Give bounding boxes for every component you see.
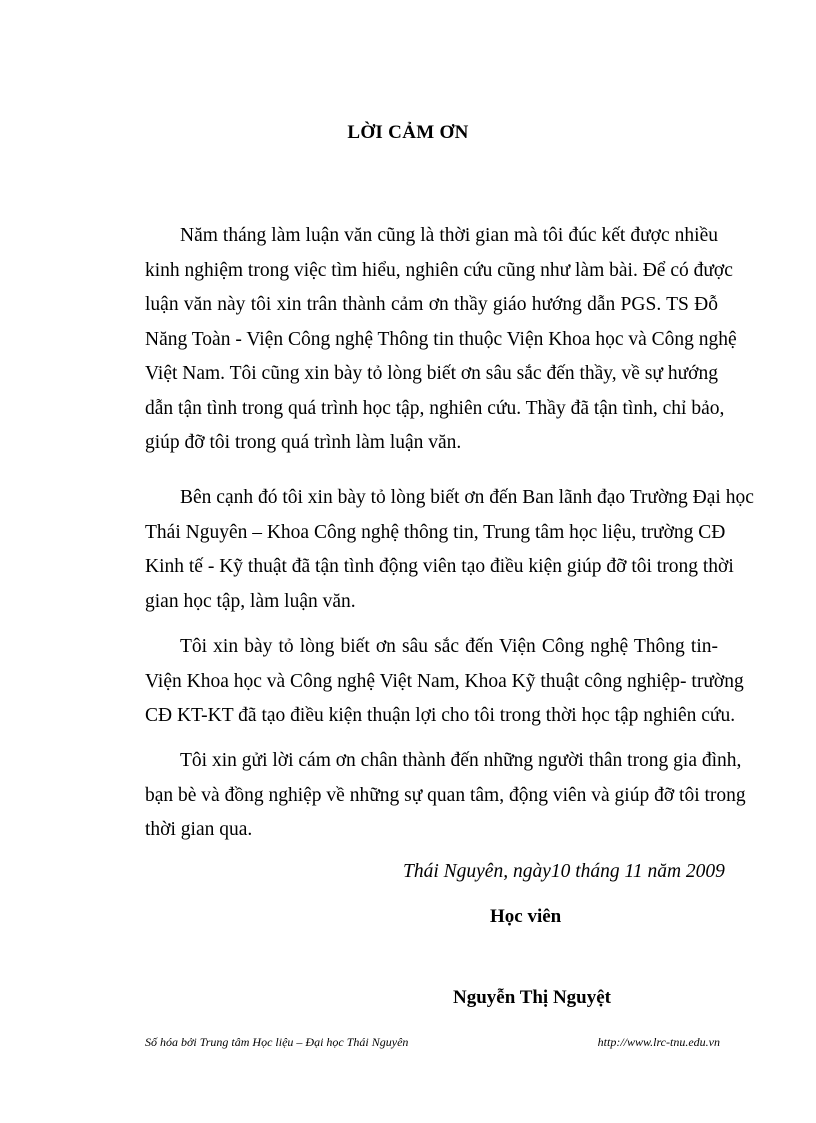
paragraph-line: Tôi xin gửi lời cám ơn chân thành đến những người thân trong gia đình, [180,750,742,771]
signature-role: Học viên [490,906,562,927]
paragraph-2 [145,481,754,619]
paragraph-line: Việt Nam. Tôi cũng xin bày tỏ lòng biết ơn sâu sắc đến thầy, về sự hướng [145,363,718,384]
paragraph-line: luận văn này tôi xin trân thành cảm ơn thầy giáo hướng dẫn PGS. TS Đỗ [145,294,718,315]
footer-url: http://www.lrc-tnu.edu.vn [597,1035,720,1049]
paragraph-line: Viện Khoa học và Công nghệ Việt Nam, Khoa Kỹ thuật công nghiệp- trường [145,670,744,692]
signature-date: Thái Nguyên, ngày10 tháng 11 năm 2009 [403,861,725,882]
paragraph-line: Năm tháng làm luận văn cũng là thời gian mà tôi đúc kết được nhiều [180,225,718,246]
paragraph-line: CĐ KT-KT đã tạo điều kiện thuận lợi cho tôi trong thời học tập nghiên cứu. [145,705,736,726]
paragraph-1 [145,219,737,461]
paragraph-line: Kinh tế - Kỹ thuật đã tận tình động viên tạo điều kiện giúp đỡ tôi trong thời [145,556,734,577]
paragraph-line: gian học tập, làm luận văn. [145,590,356,612]
paragraph-3 [145,630,744,734]
paragraph-4 [145,744,746,848]
paragraph-line: Thái Nguyên – Khoa Công nghệ thông tin, Trung tâm học liệu, trường CĐ [145,521,726,543]
paragraph-line: kinh nghiệm trong việc tìm hiểu, nghiên cứu cũng như làm bài. Để có được [145,259,733,281]
paragraph-line: giúp đỡ tôi trong quá trình làm luận văn. [145,432,462,453]
paragraph-line: Tôi xin bày tỏ lòng biết ơn sâu sắc đến Viện Công nghệ Thông tin- [180,636,718,657]
paragraph-line: dẫn tận tình trong quá trình học tập, nghiên cứu. Thầy đã tận tình, chỉ bảo, [145,397,725,419]
footer-source: Số hóa bởi Trung tâm Học liệu – Đại học Thái Nguyên [145,1035,409,1049]
paragraph-line: bạn bè và đồng nghiệp về những sự quan tâm, động viên và giúp đỡ tôi trong [145,784,746,806]
signature-name: Nguyễn Thị Nguyệt [453,987,612,1008]
paragraph-line: Bên cạnh đó tôi xin bày tỏ lòng biết ơn đến Ban lãnh đạo Trường Đại học [180,487,754,508]
paragraph-line: thời gian qua. [145,819,253,840]
paragraph-line: Năng Toàn - Viện Công nghệ Thông tin thuộc Viện Khoa học và Công nghệ [145,328,737,350]
page-title: LỜI CẢM ƠN [347,122,469,143]
